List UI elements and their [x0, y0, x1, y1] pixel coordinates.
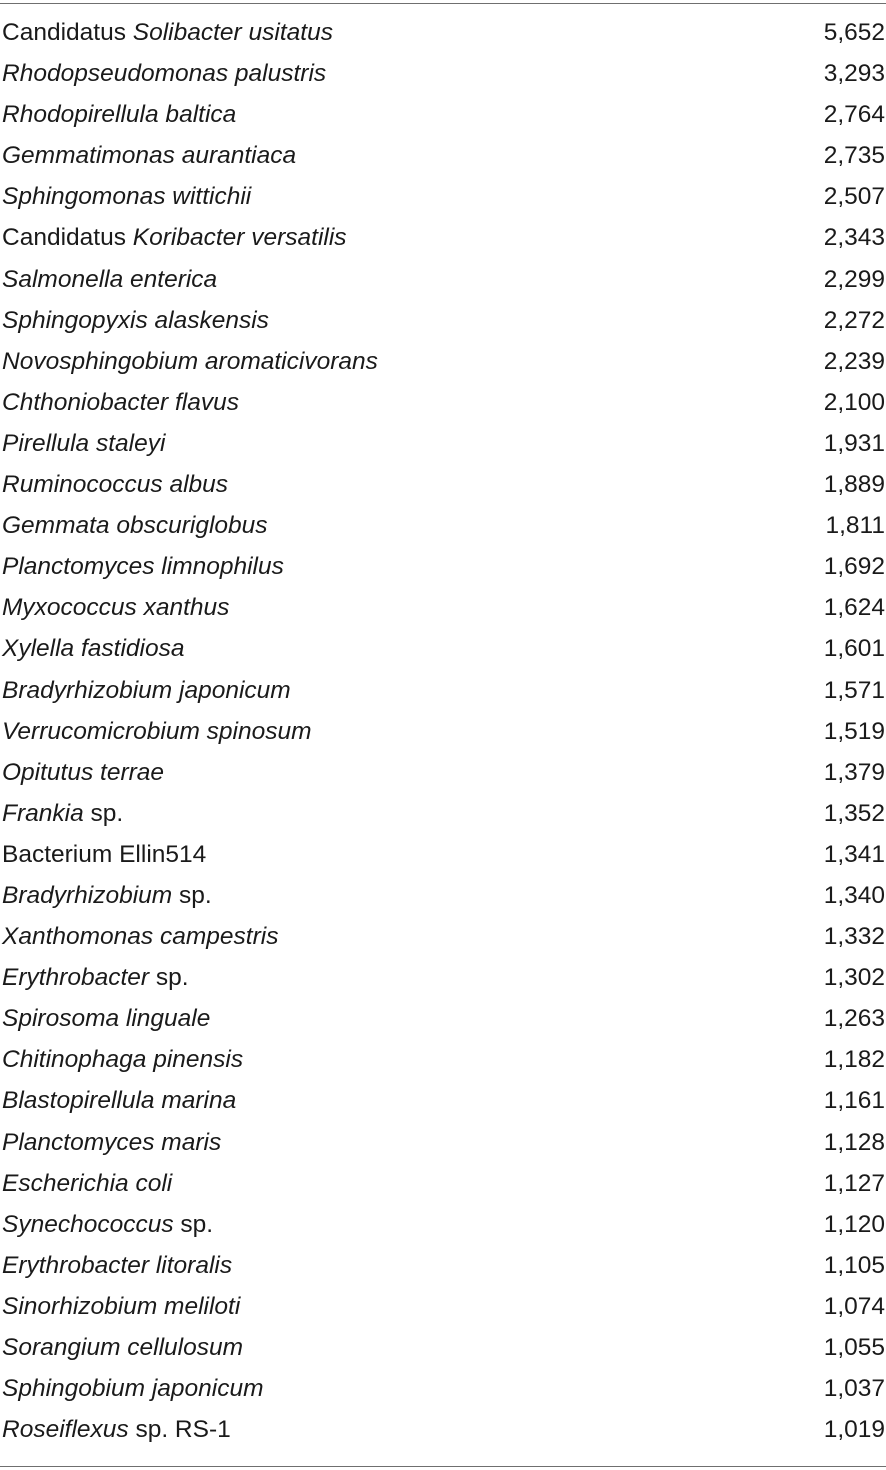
table-row	[0, 1368, 886, 1409]
organism-name-italic: Roseiflexus	[2, 1416, 129, 1444]
organism-name	[2, 711, 312, 752]
count-value: 1,601	[823, 635, 885, 663]
organism-name-italic: Novosphingobium aromaticivorans	[2, 347, 378, 375]
organism-name	[2, 1204, 213, 1245]
organism-name-prefix: Bacterium Ellin514	[2, 840, 207, 868]
table-row	[0, 1163, 886, 1204]
count-value: 1,128	[823, 1128, 885, 1156]
organism-name	[2, 217, 347, 258]
organism-name-italic: Chitinophaga pinensis	[2, 1046, 244, 1074]
organism-name	[2, 1245, 232, 1286]
count-value: 5,652	[823, 19, 885, 46]
organism-name-italic: Blastopirellula marina	[2, 1087, 237, 1115]
table-top-rule	[0, 3, 886, 4]
table-row	[0, 628, 886, 669]
organism-name	[2, 587, 229, 628]
table-row	[0, 1409, 886, 1450]
count-value: 1,263	[823, 1005, 885, 1033]
count-value: 1,519	[823, 717, 885, 745]
count-value: 2,272	[823, 306, 885, 334]
organism-name-italic: Rhodopseudomonas palustris	[2, 60, 327, 88]
organism-name-italic: Planctomyces maris	[2, 1128, 222, 1156]
table-row	[0, 53, 886, 94]
organism-name-italic: Ruminococcus albus	[2, 471, 229, 499]
organism-name-prefix: Candidatus	[2, 19, 133, 46]
table-row	[0, 546, 886, 587]
table-row	[0, 505, 886, 546]
count-value: 1,182	[823, 1046, 885, 1074]
count-value: 1,352	[823, 799, 885, 827]
count-value: 2,343	[823, 224, 885, 252]
count-value: 1,019	[823, 1416, 885, 1444]
organism-name	[2, 382, 239, 423]
organism-name-suffix: sp.	[83, 799, 124, 827]
organism-name-italic: Rhodopirellula baltica	[2, 101, 237, 129]
table-row	[0, 752, 886, 793]
organism-name	[2, 1286, 240, 1327]
organism-name	[2, 1080, 236, 1121]
table-row	[0, 875, 886, 916]
organism-name	[2, 176, 251, 217]
count-value: 1,037	[823, 1375, 885, 1403]
count-value: 1,571	[823, 676, 885, 704]
organism-name	[2, 916, 278, 957]
organism-name	[2, 834, 206, 875]
table-row	[0, 1039, 886, 1080]
table-row	[0, 135, 886, 176]
organism-name	[2, 1327, 243, 1368]
table-row	[0, 382, 886, 423]
table-row	[0, 1122, 886, 1163]
organism-name-suffix: sp.	[172, 881, 212, 909]
organism-name-italic: Erythrobacter litoralis	[2, 1251, 233, 1279]
count-value: 2,239	[823, 347, 885, 375]
organism-name	[2, 300, 269, 341]
organism-name	[2, 998, 210, 1039]
count-value: 1,055	[823, 1334, 885, 1361]
organism-name-italic: Salmonella enterica	[2, 265, 218, 293]
organism-name-italic: Chthoniobacter flavus	[2, 388, 239, 416]
count-value: 1,811	[825, 512, 885, 540]
organism-name-italic: Xanthomonas campestris	[2, 923, 279, 951]
organism-name-italic: Sinorhizobium meliloti	[2, 1292, 241, 1320]
organism-name-italic: Bradyrhizobium japonicum	[2, 676, 291, 704]
table-row	[0, 916, 886, 957]
organism-name	[2, 135, 296, 176]
organism-name	[2, 1368, 264, 1409]
organism-name-italic: Opitutus terrae	[2, 758, 165, 786]
count-value: 2,507	[823, 183, 885, 211]
table-row	[0, 711, 886, 752]
organism-name-suffix: sp.	[149, 964, 189, 992]
table-row	[0, 12, 886, 53]
table-row	[0, 300, 886, 341]
count-value: 1,127	[823, 1169, 885, 1197]
organism-name-italic: Gemmatimonas aurantiaca	[2, 142, 297, 170]
count-value: 2,299	[823, 265, 885, 293]
organism-name-italic: Synechococcus	[2, 1210, 174, 1238]
organism-name	[2, 94, 236, 135]
organism-name	[2, 957, 189, 998]
organism-name-italic: Sphingobium japonicum	[2, 1375, 264, 1403]
organism-name-italic: Solibacter usitatus	[132, 19, 333, 46]
organism-name-italic: Sphingomonas wittichii	[2, 183, 252, 211]
count-value: 1,692	[823, 553, 885, 581]
organism-name	[2, 752, 164, 793]
organism-name-italic: Pirellula staleyi	[2, 429, 166, 457]
table-row	[0, 998, 886, 1039]
organism-name-italic: Xylella fastidiosa	[2, 635, 185, 663]
count-value: 1,161	[823, 1087, 885, 1115]
table-row	[0, 1245, 886, 1286]
table-row	[0, 793, 886, 834]
organism-name-italic: Frankia	[2, 799, 84, 827]
organism-name	[2, 1039, 243, 1080]
table-row	[0, 834, 886, 875]
table-row	[0, 423, 886, 464]
table-row	[0, 670, 886, 711]
organism-name	[2, 793, 123, 834]
organism-name	[2, 1409, 231, 1450]
table-row	[0, 94, 886, 135]
table-row	[0, 1204, 886, 1245]
organism-name	[2, 670, 291, 711]
organism-name	[2, 875, 212, 916]
count-value: 1,379	[823, 758, 885, 786]
count-value: 1,931	[823, 429, 885, 457]
organism-name-italic: Bradyrhizobium	[2, 881, 173, 909]
table-row	[0, 1286, 886, 1327]
organism-name-suffix: sp.	[173, 1210, 214, 1238]
count-value: 1,340	[823, 881, 885, 909]
count-value: 2,735	[823, 142, 885, 170]
organism-name-italic: Koribacter versatilis	[132, 224, 347, 252]
organism-name	[2, 505, 268, 546]
count-value: 1,105	[823, 1251, 885, 1279]
organism-name	[2, 423, 165, 464]
count-value: 1,302	[823, 964, 885, 992]
count-value: 1,074	[823, 1292, 885, 1320]
table-row	[0, 341, 886, 382]
organism-name	[2, 12, 333, 53]
table-row	[0, 587, 886, 628]
organism-name-italic: Verrucomicrobium spinosum	[2, 717, 312, 745]
organism-name-italic: Gemmata obscuriglobus	[2, 512, 268, 540]
count-value: 2,100	[823, 388, 885, 416]
table-row	[0, 259, 886, 300]
organism-name	[2, 1163, 172, 1204]
organism-name	[2, 259, 217, 300]
organism-name	[2, 53, 326, 94]
organism-name	[2, 546, 284, 587]
table-bottom-rule	[0, 1466, 886, 1467]
organism-name-prefix: Candidatus	[2, 224, 133, 252]
count-value: 1,120	[823, 1210, 885, 1238]
organism-name	[2, 628, 184, 669]
table-row	[0, 1080, 886, 1121]
count-value: 3,293	[823, 60, 885, 88]
count-value: 2,764	[823, 101, 885, 129]
organism-name-italic: Spirosoma linguale	[2, 1005, 211, 1033]
organism-name	[2, 464, 228, 505]
organism-name-italic: Sorangium cellulosum	[2, 1334, 244, 1361]
organism-name-italic: Erythrobacter	[2, 964, 150, 992]
table-row	[0, 217, 886, 258]
table-row	[0, 176, 886, 217]
organism-name-italic: Myxococcus xanthus	[2, 594, 230, 622]
count-value: 1,332	[823, 923, 885, 951]
count-value: 1,341	[823, 840, 885, 868]
organism-name	[2, 1122, 221, 1163]
count-value: 1,889	[823, 471, 885, 499]
table-row	[0, 1327, 886, 1368]
table-row	[0, 464, 886, 505]
organism-name-suffix: sp. RS-1	[128, 1416, 231, 1444]
count-value: 1,624	[823, 594, 885, 622]
organism-name-italic: Sphingopyxis alaskensis	[2, 306, 269, 334]
organism-name-italic: Escherichia coli	[2, 1169, 173, 1197]
organism-count-table	[0, 12, 886, 1450]
table-row	[0, 957, 886, 998]
organism-name	[2, 341, 378, 382]
organism-name-italic: Planctomyces limnophilus	[2, 553, 284, 581]
